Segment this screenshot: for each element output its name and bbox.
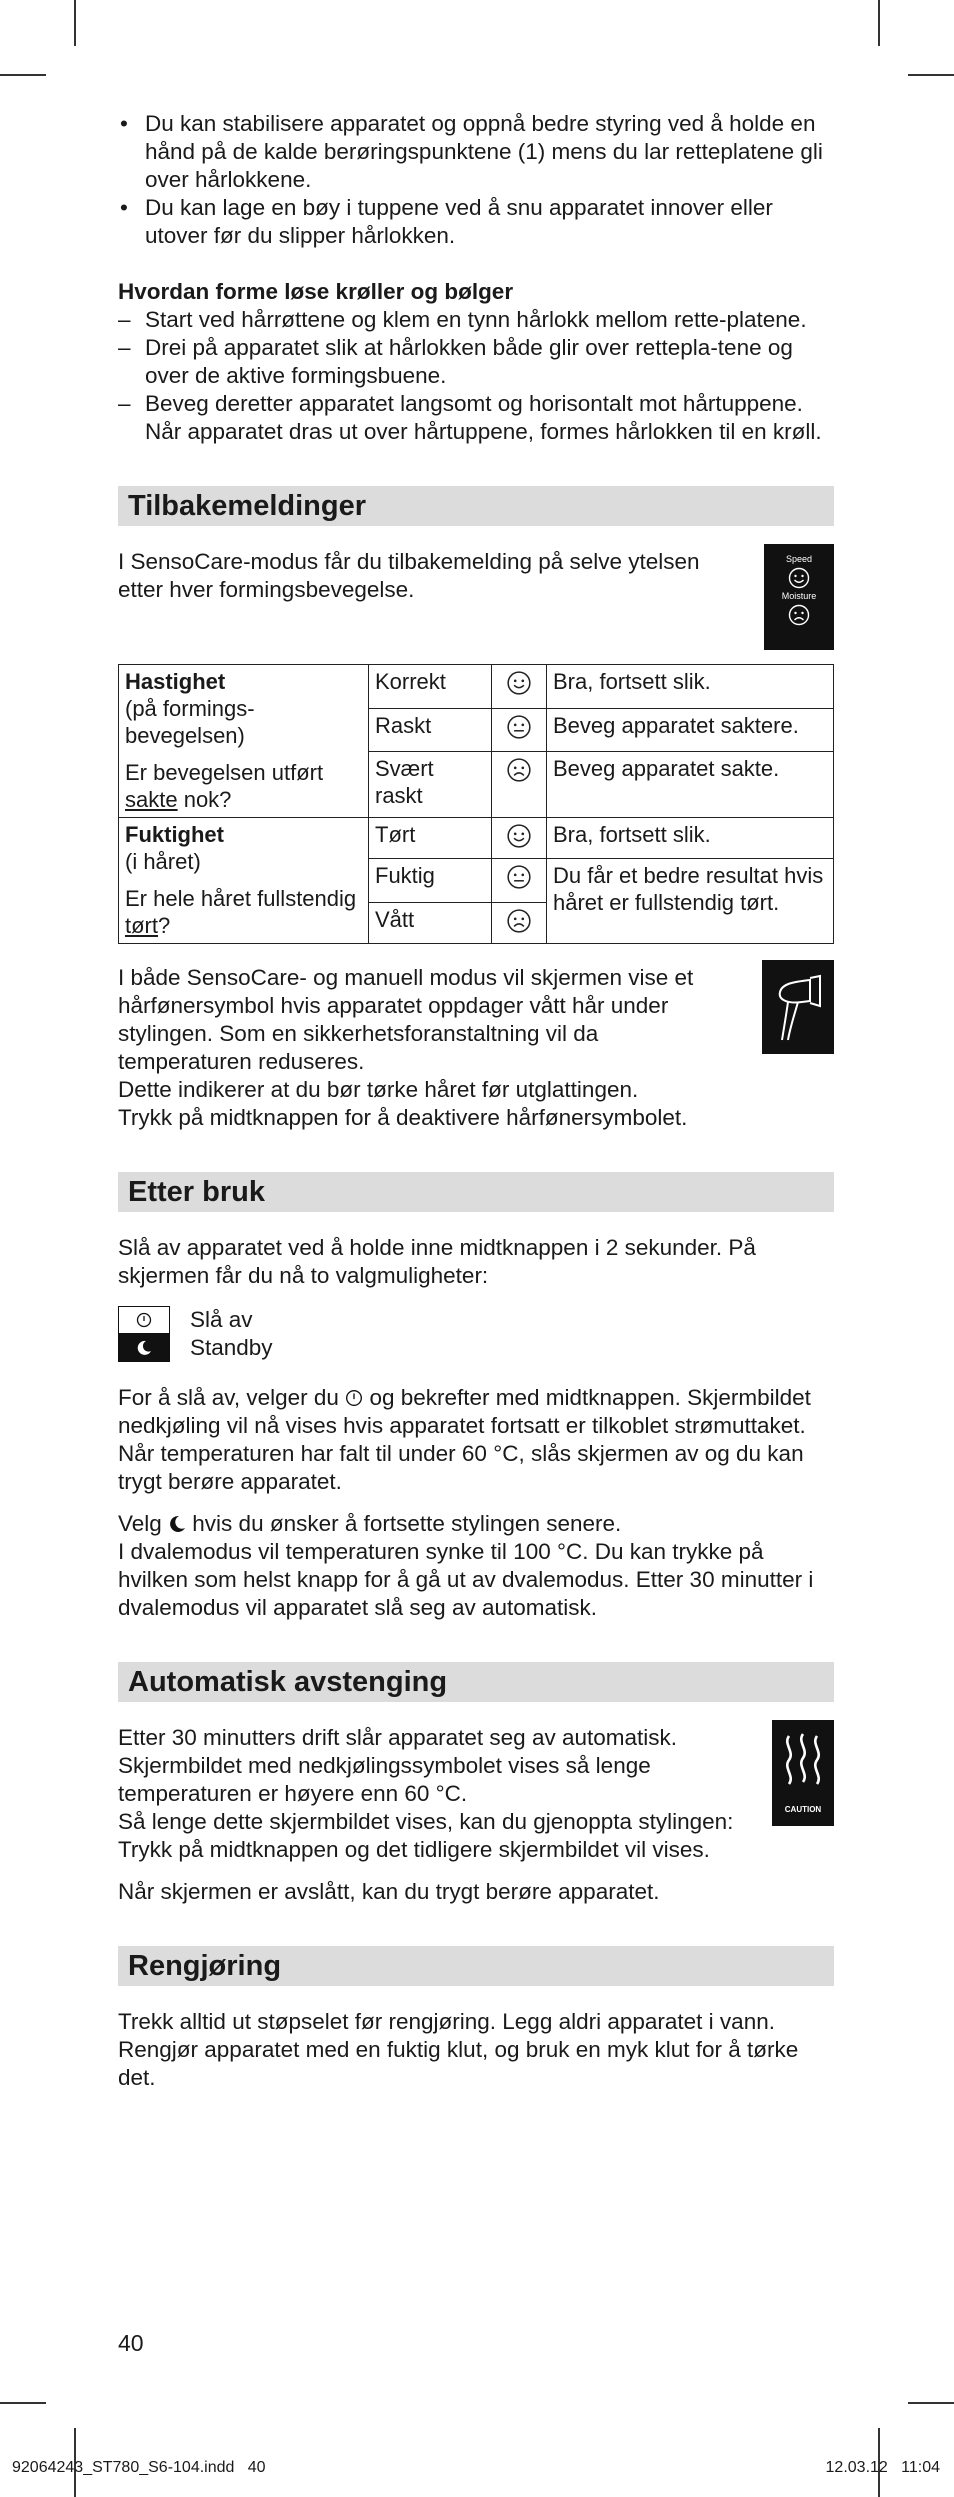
state-cell: Korrekt: [369, 665, 492, 709]
table-row: [119, 818, 834, 859]
sad-face-icon: [492, 903, 547, 944]
document-body: [118, 110, 834, 2092]
section-heading-feedback: Tilbakemeldinger: [118, 486, 834, 526]
advice-cell: Beveg apparatet sakte.: [547, 752, 834, 818]
table-row: [119, 665, 834, 709]
speed-subtitle: (på formings-bevegelsen): [125, 696, 255, 748]
speed-question-underlined: sakte: [125, 787, 178, 812]
heat-caution-icon: [772, 1720, 834, 1826]
feedback-intro: I SensoCare-modus får du tilbakemelding på selve ytelsen etter hver formingsbevegelse.: [118, 549, 700, 602]
happy-face-icon: [492, 818, 547, 859]
crop-mark: [878, 0, 880, 46]
advice-cell: Bra, fortsett slik.: [547, 818, 834, 859]
speed-moisture-display-icon: [764, 544, 834, 650]
state-cell: Vått: [369, 903, 492, 944]
hair-dryer-icon: [762, 960, 834, 1054]
page-number: 40: [118, 2330, 144, 2356]
speed-question-end: nok?: [177, 787, 232, 812]
auto-off-text-2: Så lenge dette skjermbildet vises, kan du gjenoppta stylingen: Trykk på midtknappen og det tidligere skjermbildet vil vises.: [118, 1809, 734, 1862]
moisture-category-cell: [119, 818, 369, 944]
after-use-paragraph-1: [118, 1384, 834, 1496]
state-cell: Fuktig: [369, 859, 492, 903]
hair-dryer-block: [118, 964, 834, 1132]
step-item: – Start ved hårrøttene og klem en tynn hårlokk mellom rette-platene.: [118, 306, 834, 334]
option-off-label: Slå av: [190, 1307, 253, 1332]
state-cell: Tørt: [369, 818, 492, 859]
power-icon: [118, 1306, 170, 1334]
hair-dryer-text: I både SensoCare- og manuell modus vil skjermen vise et hårfønersymbol hvis apparatet oppdager vått hår under stylingen. Som en sikkerhetsforanstaltning vil da temperaturen reduseres.: [118, 965, 694, 1074]
power-icon: [345, 1389, 363, 1407]
intro-bullet-list: [118, 110, 834, 250]
crop-mark: [0, 74, 46, 76]
para1-start: For å slå av, velger du: [118, 1385, 346, 1410]
state-cell: Raskt: [369, 708, 492, 752]
bullet-item: • Du kan stabilisere apparatet og oppnå bedre styring ved å holde en hånd på de kalde berøringspunktene (1) mens du lar retteplatene gli over hårlokkene.: [118, 110, 834, 194]
moisture-label: Moisture: [781, 591, 817, 601]
advice-cell: Du får et bedre resultat hvis håret er fullstendig tørt.: [547, 859, 834, 944]
feedback-table: [118, 664, 834, 944]
bullet-item: • Du kan lage en bøy i tuppene ved å snu apparatet innover eller utover før du slipper hårlokken.: [118, 194, 834, 250]
curls-heading: Hvordan forme løse krøller og bølger: [118, 279, 514, 304]
state-cell: Svært raskt: [369, 752, 492, 818]
crop-mark: [908, 2402, 954, 2404]
sad-face-icon: [492, 752, 547, 818]
off-options: [118, 1306, 834, 1362]
advice-cell: Bra, fortsett slik.: [547, 665, 834, 709]
after-use-paragraph-2: [118, 1510, 834, 1538]
neutral-face-icon: [492, 708, 547, 752]
hair-dryer-text-2: Dette indikerer at du bør tørke håret før utglattingen.: [118, 1077, 639, 1102]
footer-right: 12.03.12 11:04: [825, 2459, 940, 2476]
moon-icon: [168, 1514, 186, 1534]
speed-label: Speed: [785, 554, 813, 564]
moon-icon: [118, 1334, 170, 1362]
moisture-title: Fuktighet: [125, 822, 224, 847]
happy-face-icon: [492, 665, 547, 709]
caution-label: CAUTION: [784, 1805, 822, 1814]
para2-start: Velg: [118, 1511, 169, 1536]
sad-face-icon: [787, 603, 811, 627]
option-standby: [118, 1334, 834, 1362]
auto-off-block: [118, 1724, 834, 1864]
section-heading-after-use: Etter bruk: [118, 1172, 834, 1212]
step-item: – Drei på apparatet slik at hårlokken både glir over rettepla-tene og over de aktive formingsbuene.: [118, 334, 834, 390]
auto-off-text-3: Når skjermen er avslått, kan du trygt berøre apparatet.: [118, 1879, 660, 1904]
advice-cell: Beveg apparatet saktere.: [547, 708, 834, 752]
moisture-question-text: Er hele håret fullstendig: [125, 886, 357, 911]
step-item: – Beveg deretter apparatet langsomt og horisontalt mot hårtuppene. Når apparatet dras ut over hårtuppene, formes hårlokken til en krøll.: [118, 390, 834, 446]
section-heading-cleaning: Rengjøring: [118, 1946, 834, 1986]
option-standby-label: Standby: [190, 1335, 273, 1360]
smiley-icon: [787, 566, 811, 590]
footer-left: 92064243_ST780_S6-104.indd 40: [12, 2459, 266, 2476]
option-off: [118, 1306, 834, 1334]
speed-question: [125, 759, 362, 813]
moisture-question-underlined: tørt: [125, 913, 158, 938]
cleaning-text-2: Rengjør apparatet med en fuktig klut, og bruk en myk klut for å tørke det.: [118, 2037, 799, 2090]
crop-mark: [0, 2402, 46, 2404]
hair-dryer-text-3: Trykk på midtknappen for å deaktivere hårfønersymbolet.: [118, 1105, 688, 1130]
cleaning-text-1: Trekk alltid ut støpselet før rengjøring. Legg aldri apparatet i vann.: [118, 2009, 775, 2034]
moisture-subtitle: (i håret): [125, 849, 201, 874]
auto-off-text-1: Etter 30 minutters drift slår apparatet seg av automatisk. Skjermbildet med nedkjølingssymbolet vises så lenge temperaturen er høyere enn 60 °C.: [118, 1725, 678, 1806]
moisture-question: [125, 885, 362, 939]
speed-question-text: Er bevegelsen utført: [125, 760, 324, 785]
crop-mark: [74, 0, 76, 46]
moisture-question-end: ?: [158, 913, 171, 938]
crop-mark: [908, 74, 954, 76]
after-use-paragraph-2b: I dvalemodus vil temperaturen synke til 100 °C. Du kan trykke på hvilken som helst knapp for å gå ut av dvalemodus. Etter 30 minutter i dvalemodus vil apparatet slå seg av automatisk.: [118, 1539, 814, 1620]
neutral-face-icon: [492, 859, 547, 903]
after-use-intro: Slå av apparatet ved å holde inne midtknappen i 2 sekunder. På skjermen får du nå to valgmuligheter:: [118, 1235, 756, 1288]
section-heading-auto-off: Automatisk avstenging: [118, 1662, 834, 1702]
para1-rest: og bekrefter med midtknappen. Skjermbildet nedkjøling vil nå vises hvis apparatet fortsatt er tilkoblet strømuttaket. Når temperaturen har falt til under 60 °C, slås skjermen av og du kan trygt berøre apparatet.: [118, 1385, 811, 1494]
feedback-intro-block: [118, 548, 834, 638]
speed-title: Hastighet: [125, 669, 226, 694]
curls-step-list: [118, 306, 834, 446]
para2-rest: hvis du ønsker å fortsette stylingen senere.: [186, 1511, 622, 1536]
speed-category-cell: [119, 665, 369, 818]
